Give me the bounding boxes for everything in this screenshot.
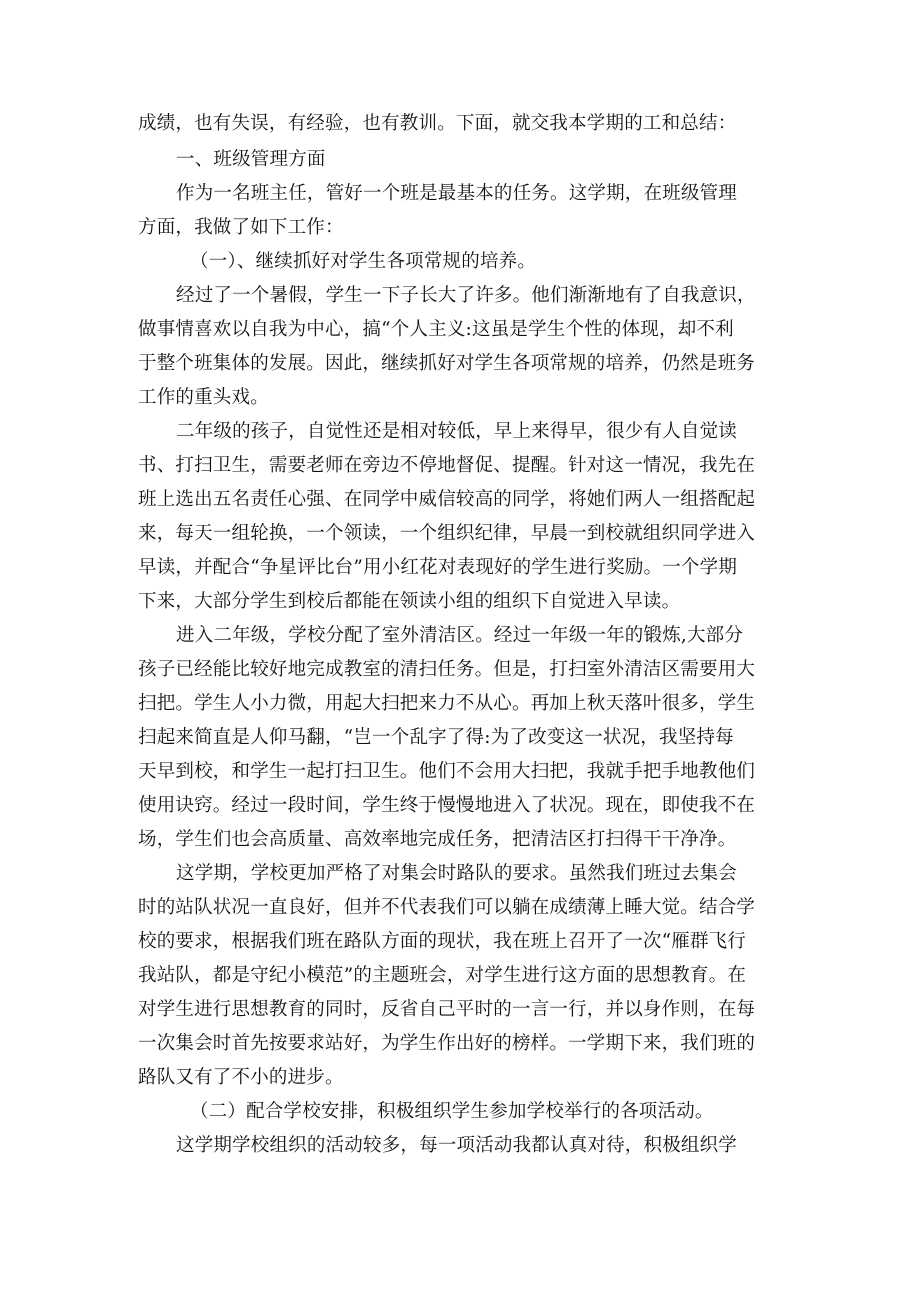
text-line: 孩子已经能比较好地完成教室的清扫任务。但是，打扫室外清洁区需要用大	[138, 659, 756, 680]
text-line: 作为一名班主任，管好一个班是最基本的任务。这学期，在班级管理	[176, 183, 738, 204]
text-line: 使用诀窍。经过一段时间，学生终于慢慢地进入了状况。现在，即使我不在	[138, 795, 756, 816]
text-line: 做事情喜欢以自我为中心，搞“个人主义:这虽是学生个性的体现，却不利	[138, 319, 734, 340]
text-line: 经过了一个暑假，学生一下子长大了许多。他们渐渐地有了自我意识，	[176, 285, 756, 306]
text-line: 成绩，也有失误，有经验，也有教训。下面，就交我本学期的工和总结：	[138, 113, 737, 134]
text-line: 路队又有了不小的进步。	[138, 1067, 344, 1088]
text-line: 扫把。学生人小力微，用起大扫把来力不从心。再加上秋天落叶很多，学生	[138, 693, 756, 714]
text-line: 场，学生们也会高质量、高效率地完成任务，把清洁区打扫得干干净净。	[138, 829, 737, 850]
text-line: 于整个班集体的发展。因此，继续抓好对学生各项常规的培养，仍然是班务	[138, 353, 756, 374]
text-line: 这学期，学校更加严格了对集会时路队的要求。虽然我们班过去集会	[176, 863, 738, 884]
text-line: 校的要求，根据我们班在路队方面的现状，我在班上召开了一次“雁群飞行	[138, 931, 747, 952]
text-line: 方面，我做了如下工作：	[138, 217, 344, 238]
text-line: 这学期学校组织的活动较多，每一项活动我都认真对待，积极组织学	[176, 1135, 738, 1156]
text-line: 早读，并配合“争星评比台”用小红花对表现好的学生进行奖励。一个学期	[138, 557, 738, 578]
text-line: 对学生进行思想教育的同时，反省自己平时的一言一行，并以身作则，在每	[138, 999, 756, 1020]
text-line: 时的站队状况一直良好，但并不代表我们可以躺在成绩薄上睡大觉。结合学	[138, 897, 756, 918]
text-line: 我站队，都是守纪小模范”的主题班会，对学生进行这方面的思想教育。在	[138, 965, 747, 986]
text-line: 天早到校，和学生一起打扫卫生。他们不会用大扫把，我就手把手地教他们	[138, 761, 756, 782]
text-line: 班上选出五名责任心强、在同学中威信较高的同学，将她们两人一组搭配起	[138, 489, 756, 510]
subsection-heading: （一）、继续抓好对学生各项常规的培养。	[190, 251, 537, 272]
text-line: 书、打扫卫生，需要老师在旁边不停地督促、提醒。针对这一情况，我先在	[138, 455, 756, 476]
text-line: 来，每天一组轮换，一个领读，一个组织纪律，早晨一到校就组织同学进入	[138, 523, 756, 544]
text-line: 工作的重头戏。	[138, 387, 269, 408]
text-line: 二年级的孩子，自觉性还是相对较低，早上来得早，很少有人自觉读	[176, 421, 738, 442]
text-line: 一次集会时首先按要求站好，为学生作出好的榜样。一学期下来，我们班的	[138, 1033, 756, 1054]
text-line: 下来，大部分学生到校后都能在领读小组的组织下自觉进入早读。	[138, 591, 681, 612]
subsection-heading: （二）配合学校安排，积极组织学生参加学校举行的各项活动。	[190, 1101, 714, 1122]
section-heading: 一、班级管理方面	[176, 149, 326, 170]
text-line: 扫起来简直是人仰马翻，“岂一个乱字了得:为了改变这一状况，我坚持每	[138, 727, 734, 748]
text-line: 进入二年级，学校分配了室外清洁区。经过一年级一年的锻炼,大部分	[176, 625, 744, 646]
